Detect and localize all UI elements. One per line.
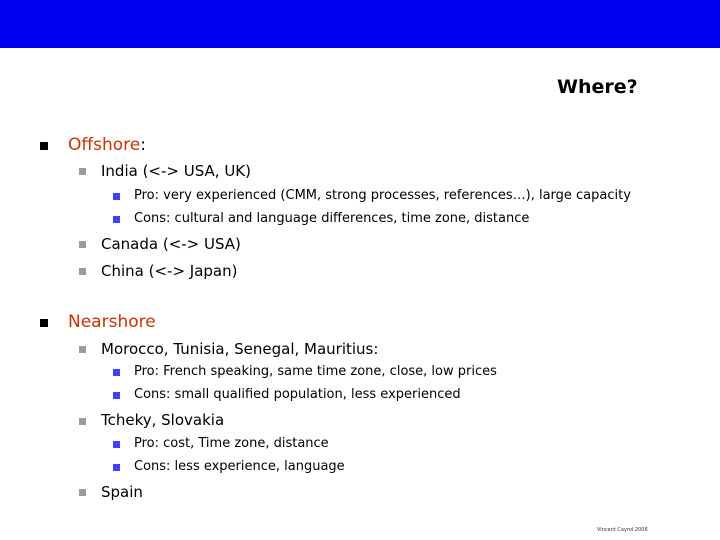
bullet-square-icon	[79, 241, 86, 248]
bullet-square-icon	[79, 168, 86, 175]
header-bar	[0, 0, 720, 48]
sub-list-item: Pro: cost, Time zone, distance	[134, 436, 329, 451]
bullet-square-icon	[113, 369, 120, 376]
section-heading-nearshore: Nearshore	[68, 312, 156, 332]
bullet-square-icon	[40, 142, 48, 150]
sub-list-item: Pro: very experienced (CMM, strong processes, references…), large capacity	[134, 188, 631, 203]
bullet-square-icon	[113, 216, 120, 223]
sub-list-item: Cons: small qualified population, less experienced	[134, 387, 461, 402]
sub-list-item: Cons: less experience, language	[134, 459, 345, 474]
bullet-square-icon	[113, 392, 120, 399]
bullet-square-icon	[79, 268, 86, 275]
sub-list-item: Cons: cultural and language differences, time zone, distance	[134, 211, 530, 226]
bullet-square-icon	[79, 346, 86, 353]
list-item: India (<-> USA, UK)	[101, 162, 251, 180]
bullet-square-icon	[113, 441, 120, 448]
list-item: China (<-> Japan)	[101, 262, 238, 280]
bullet-square-icon	[113, 193, 120, 200]
list-item: Tcheky, Slovakia	[101, 411, 225, 429]
slide-title: Where?	[557, 76, 638, 98]
bullet-square-icon	[40, 319, 48, 327]
bullet-square-icon	[79, 489, 86, 496]
section-heading-offshore: Offshore:	[68, 135, 146, 155]
list-item: Morocco, Tunisia, Senegal, Mauritius:	[101, 340, 379, 358]
list-item: Spain	[101, 483, 143, 501]
list-item: Canada (<-> USA)	[101, 235, 241, 253]
footer-credit: Vincent Cayrol 2006	[597, 527, 648, 533]
sub-list-item: Pro: French speaking, same time zone, close, low prices	[134, 364, 497, 379]
bullet-square-icon	[113, 464, 120, 471]
bullet-square-icon	[79, 418, 86, 425]
